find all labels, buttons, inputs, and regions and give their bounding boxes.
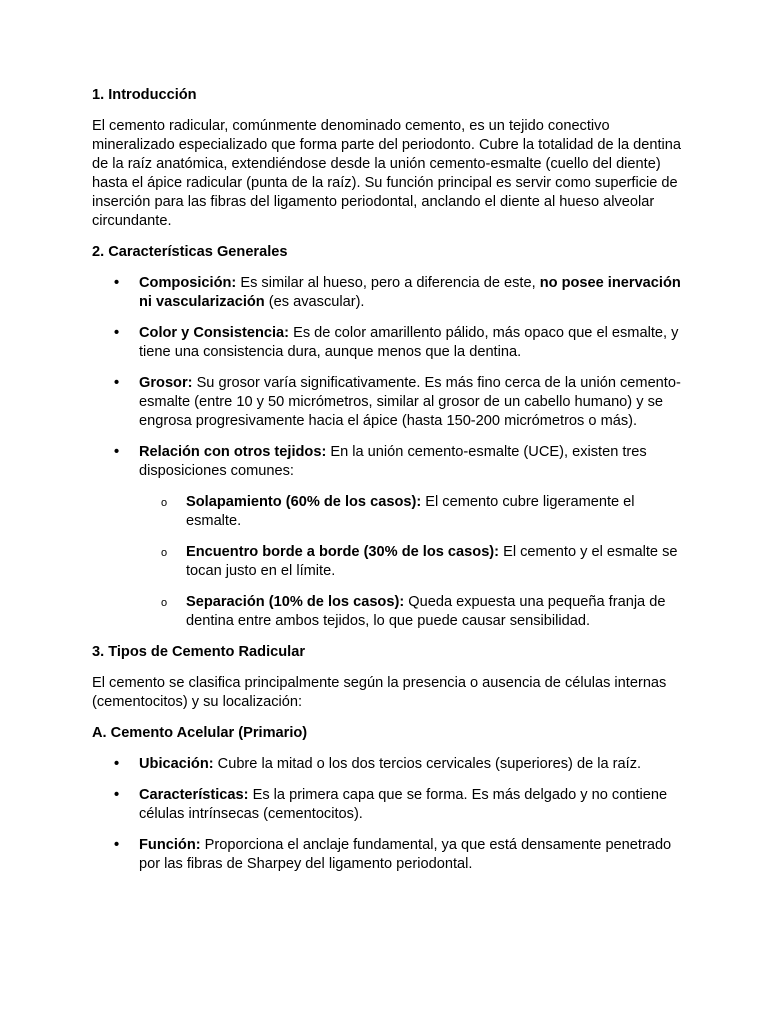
item-text: Es la primera capa que se forma. Es más delgado y no contiene células intrínsecas (cementocitos). <box>139 787 668 822</box>
subsection-heading-acelular: A. Cemento Acelular (Primario) <box>92 725 308 741</box>
subitem-text: El cemento cubre ligeramente el esmalte. <box>186 494 635 529</box>
item-text: Su grosor varía significativamente. Es más fino cerca de la unión cemento-esmalte (entre 10 y 50 micrómetros, similar al grosor de un cabello humano) y se engrosa progresivamente hacia el ápice (hasta 150-200 micrómetros o más). <box>139 375 681 429</box>
bullet-marker: • <box>114 325 120 341</box>
bullet-marker: • <box>114 837 120 853</box>
list-item-grosor <box>92 374 692 431</box>
subitem-label: Solapamiento (60% de los casos): <box>186 494 422 510</box>
item-label: Composición: <box>139 275 237 291</box>
section-heading-caracteristicas: 2. Características Generales <box>92 244 288 260</box>
item-text: Es de color amarillento pálido, más opaco que el esmalte, y tiene una consistencia dura, aunque menos que la dentina. <box>139 325 679 360</box>
caracteristicas-list <box>92 274 692 631</box>
sub-bullet-marker: o <box>161 497 168 509</box>
sub-bullet-marker: o <box>161 597 168 609</box>
list-item-composicion <box>92 274 692 312</box>
sublist-item-separacion <box>139 593 692 631</box>
sub-bullet-marker: o <box>161 547 168 559</box>
item-text: En la unión cemento-esmalte (UCE), existen tres disposiciones comunes: <box>139 444 647 479</box>
item-label: Función: <box>139 837 201 853</box>
item-text: Es similar al hueso, pero a diferencia de este, <box>236 275 540 291</box>
item-text: (es avascular). <box>264 294 365 310</box>
intro-paragraph: El cemento radicular, comúnmente denominado cemento, es un tejido conectivo mineralizado especializado que forma parte del periodonto. Cubre la totalidad de la dentina de la raíz anatómica, extendiéndose desde la unión cemento-esmalte (cuello del diente) hasta el ápice radicular (punta de la raíz). Su función principal es servir como superficie de inserción para las fibras del ligamento periodontal, anclando el diente al hueso alveolar circundante. <box>92 118 681 229</box>
bullet-marker: • <box>114 375 120 391</box>
bullet-marker: • <box>114 756 120 772</box>
list-item-caracteristicas <box>92 786 692 824</box>
section-heading-introduccion: 1. Introducción <box>92 87 197 103</box>
bullet-marker: • <box>114 444 120 460</box>
subitem-label: Separación (10% de los casos): <box>186 594 405 610</box>
list-item-ubicacion <box>92 755 692 774</box>
subitem-label: Encuentro borde a borde (30% de los casos): <box>186 544 500 560</box>
bullet-marker: • <box>114 275 120 291</box>
item-text: Proporciona el anclaje fundamental, ya que está densamente penetrado por las fibras de Sharpey del ligamento periodontal. <box>139 837 672 872</box>
section-heading-tipos: 3. Tipos de Cemento Radicular <box>92 644 306 660</box>
sublist-item-solapamiento <box>139 493 692 531</box>
bullet-marker: • <box>114 787 120 803</box>
item-label: Color y Consistencia: <box>139 325 290 341</box>
item-label: Grosor: <box>139 375 193 391</box>
item-emphasis: no posee inervación ni vascularización <box>139 275 681 310</box>
item-label: Ubicación: <box>139 756 214 772</box>
sublist-item-encuentro <box>139 543 692 581</box>
subitem-text: El cemento y el esmalte se tocan justo en el límite. <box>186 544 678 579</box>
disposiciones-list <box>139 493 692 631</box>
list-item-funcion <box>92 836 692 874</box>
item-label: Relación con otros tejidos: <box>139 444 327 460</box>
list-item-color <box>92 324 692 362</box>
acelular-list <box>92 755 692 874</box>
tipos-paragraph: El cemento se clasifica principalmente según la presencia o ausencia de células internas (cementocitos) y su localización: <box>92 675 667 710</box>
list-item-relacion <box>92 443 692 631</box>
document-page <box>92 86 692 886</box>
subitem-text: Queda expuesta una pequeña franja de dentina entre ambos tejidos, lo que puede causar sensibilidad. <box>186 594 666 629</box>
item-label: Características: <box>139 787 249 803</box>
item-text: Cubre la mitad o los dos tercios cervicales (superiores) de la raíz. <box>213 756 642 772</box>
